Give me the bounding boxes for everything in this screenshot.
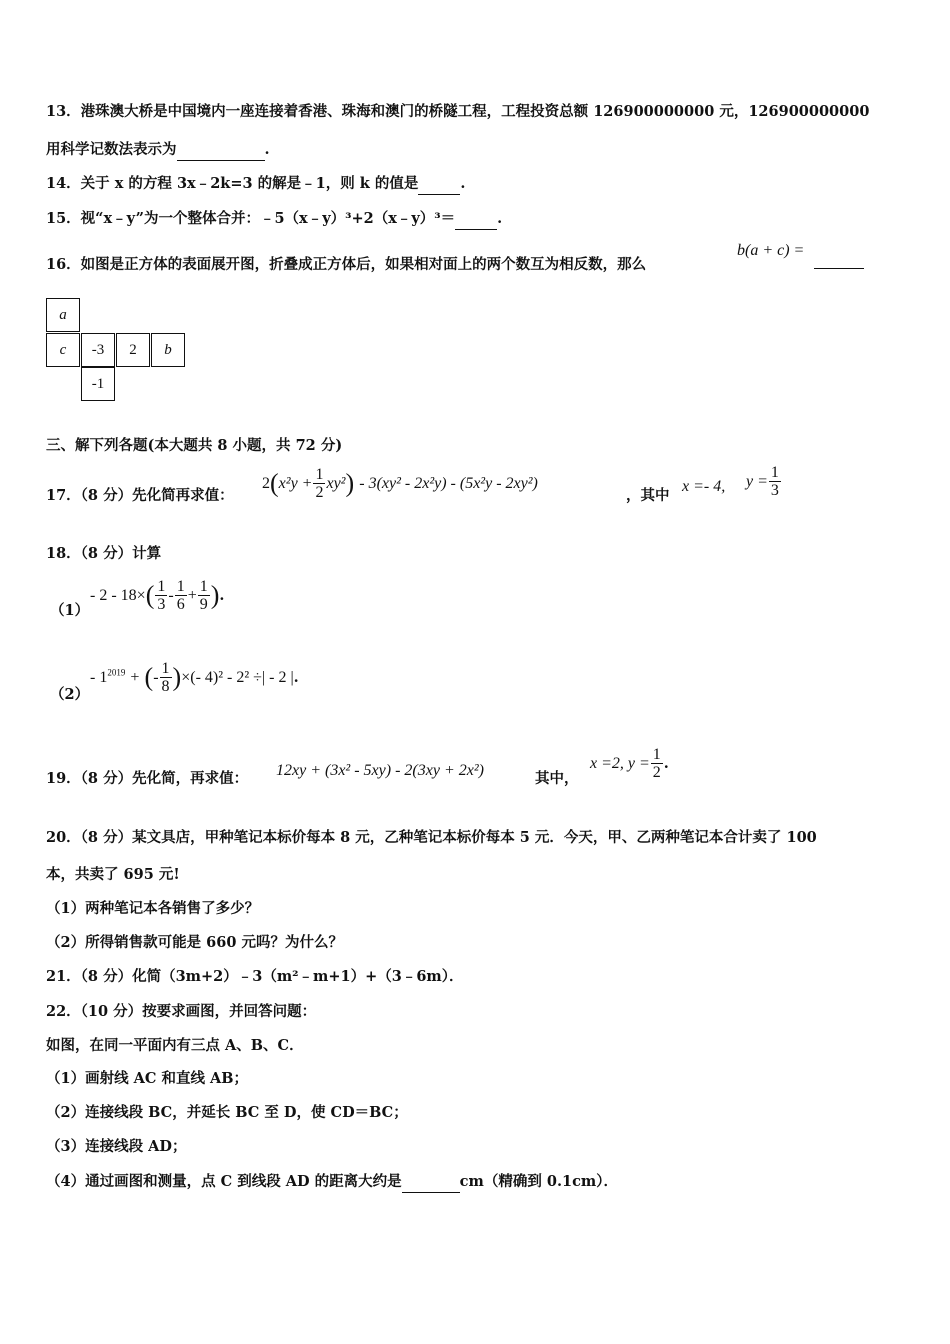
q17-y-den: 3 xyxy=(770,482,779,499)
q20-sub1: （1）两种笔记本各销售了多少？ xyxy=(46,900,260,917)
q17-y-value xyxy=(746,464,782,499)
q18-p1-expression xyxy=(90,578,224,613)
q18-p2-frac-num: 1 xyxy=(161,660,170,677)
q13-line2 xyxy=(46,140,270,161)
q18-p1-op2: + xyxy=(187,587,197,604)
q18-p2-rest: ×(- 4)² - 2² ÷| - 2 | xyxy=(181,669,294,686)
q19-x-value: x =2, y = xyxy=(590,755,650,772)
q13-line2-text: 用科学记数法表示为 xyxy=(46,141,177,158)
q13-end: . xyxy=(264,141,270,158)
q17-label: 17．（8 分）先化简再求值： xyxy=(46,487,234,504)
q17-expression xyxy=(262,466,538,501)
net-cell-neg3: -3 xyxy=(81,333,115,367)
q16-answer-blank[interactable] xyxy=(814,268,864,269)
q18-p1-lead: - 2 - 18× xyxy=(90,587,146,604)
q16-expression: b(a + c) = xyxy=(737,242,805,259)
q18-p2-rparen: ) xyxy=(172,662,182,692)
q19-end: . xyxy=(663,755,669,772)
q18-p1-end: . xyxy=(219,587,225,604)
q20-sub2: （2）所得销售款可能是 660 元吗？为什么？ xyxy=(46,934,343,951)
q17-half xyxy=(313,466,325,501)
q17-x-value: x =- 4, xyxy=(682,478,726,495)
q19-y-num: 1 xyxy=(652,746,661,763)
q21-text: 21．（8 分）化简（3m+2）﹣3（m²﹣m+1）+（3﹣6m）． xyxy=(46,968,464,985)
q18-p2-lparen: ( xyxy=(144,662,154,692)
q18-p1-frac3-den: 9 xyxy=(199,596,208,613)
q17-term1: x²y + xyxy=(278,475,313,492)
q18-p2-frac xyxy=(160,660,172,695)
q13-answer-blank[interactable] xyxy=(177,140,265,161)
q19-y-frac xyxy=(651,746,663,781)
q19-label: 19．（8 分）先化简，再求值： xyxy=(46,770,249,787)
net-cell-c: c xyxy=(46,333,80,367)
net-cell-a: a xyxy=(46,298,80,332)
q18-p2-expression xyxy=(90,660,299,695)
q22-step2: （2）连接线段 BC，并延长 BC 至 D，使 CD＝BC； xyxy=(46,1104,408,1121)
q15-end: . xyxy=(497,210,503,227)
q17-lparen: ( xyxy=(270,468,279,498)
q15-text: 15．视“x﹣y”为一个整体合并：﹣5（x﹣y）³+2（x﹣y）³＝ xyxy=(46,210,456,227)
q17-y-frac xyxy=(769,464,781,499)
net-cell-2: 2 xyxy=(116,333,150,367)
q19-expression: 12xy + (3x² - 5xy) - 2(3xy + 2x²) xyxy=(276,762,484,779)
q15-answer-blank[interactable] xyxy=(455,209,497,230)
q17-coef: 2 xyxy=(262,475,270,492)
q14-text: 14．关于 x 的方程 3x﹣2k=3 的解是﹣1，则 k 的值是 xyxy=(46,175,419,192)
net-cell-neg1: -1 xyxy=(81,367,115,401)
q22-step4 xyxy=(46,1172,618,1193)
q18-p1-frac1-den: 3 xyxy=(157,596,166,613)
q18-p2-label: （2） xyxy=(50,686,90,703)
q22-intro: 如图，在同一平面内有三点 A、B、C． xyxy=(46,1037,304,1054)
q22-label: 22．（10 分）按要求画图，并回答问题： xyxy=(46,1003,317,1020)
q22-step3: （3）连接线段 AD； xyxy=(46,1138,187,1155)
q18-label: 18．（8 分）计算 xyxy=(46,545,162,562)
q22-step4-text: （4）通过画图和测量，点 C 到线段 AD 的距离大约是 xyxy=(46,1173,402,1190)
q18-p2-lead: - 1 xyxy=(90,669,108,686)
q20-line2: 本，共卖了 695 元! xyxy=(46,866,180,883)
q17-rparen: ) xyxy=(345,468,355,498)
q17-term3: - 3(xy² - 2x²y) - (5x²y - 2xy²) xyxy=(359,475,538,492)
net-cell-b: b xyxy=(151,333,185,367)
q18-p2-plus: + xyxy=(130,669,140,686)
q18-p1-op1: - xyxy=(168,587,174,604)
q17-where: ，其中 xyxy=(626,487,670,504)
q22-step1: （1）画射线 AC 和直线 AB； xyxy=(46,1070,249,1087)
q18-p1-frac3-num: 1 xyxy=(199,578,208,595)
q18-p2-frac-den: 8 xyxy=(161,678,170,695)
q18-p1-label: （1） xyxy=(50,602,90,619)
q18-p2-end: . xyxy=(293,669,299,686)
q18-p2-exponent: 2019 xyxy=(107,667,126,678)
q19-values xyxy=(590,746,669,781)
q17-term2: xy² xyxy=(326,475,346,492)
section-3-title: 三、解下列各题(本大题共 8 小题，共 72 分) xyxy=(46,437,343,454)
q18-p1-frac2-num: 1 xyxy=(176,578,185,595)
q14-answer-blank[interactable] xyxy=(418,174,460,195)
q17-y-lead: y = xyxy=(746,473,768,490)
q16-text: 16．如图是正方体的表面展开图，折叠成正方体后，如果相对面上的两个数互为相反数，那么 xyxy=(46,256,647,273)
q13-line1: 13．港珠澳大桥是中国境内一座连接着香港、珠海和澳门的桥隧工程，工程投资总额 126900000000 元，126900000000 xyxy=(46,103,870,120)
q18-p1-frac3 xyxy=(198,578,210,613)
q17-y-num: 1 xyxy=(770,464,779,481)
q19-y-den: 2 xyxy=(652,764,661,781)
q17-half-num: 1 xyxy=(315,466,324,483)
q18-p2-neg: - xyxy=(153,669,159,686)
q14-line xyxy=(46,174,465,195)
q18-p1-frac2-den: 6 xyxy=(176,596,185,613)
q18-p1-frac2 xyxy=(175,578,187,613)
q15-line xyxy=(46,209,502,230)
q18-p1-rparen: ) xyxy=(210,580,220,610)
q20-line1: 20．（8 分）某文具店，甲种笔记本标价每本 8 元，乙种笔记本标价每本 5 元．今天，甲、乙两种笔记本合计卖了 100 xyxy=(46,829,817,846)
q22-step4-unit: cm（精确到 0.1cm）． xyxy=(459,1173,619,1190)
q19-where: 其中， xyxy=(535,770,579,787)
q17-half-den: 2 xyxy=(315,484,324,501)
q14-end: . xyxy=(460,175,466,192)
q18-p1-frac1-num: 1 xyxy=(157,578,166,595)
q18-p1-frac1 xyxy=(155,578,167,613)
q22-answer-blank[interactable] xyxy=(402,1172,460,1193)
q18-p1-lparen: ( xyxy=(145,580,155,610)
